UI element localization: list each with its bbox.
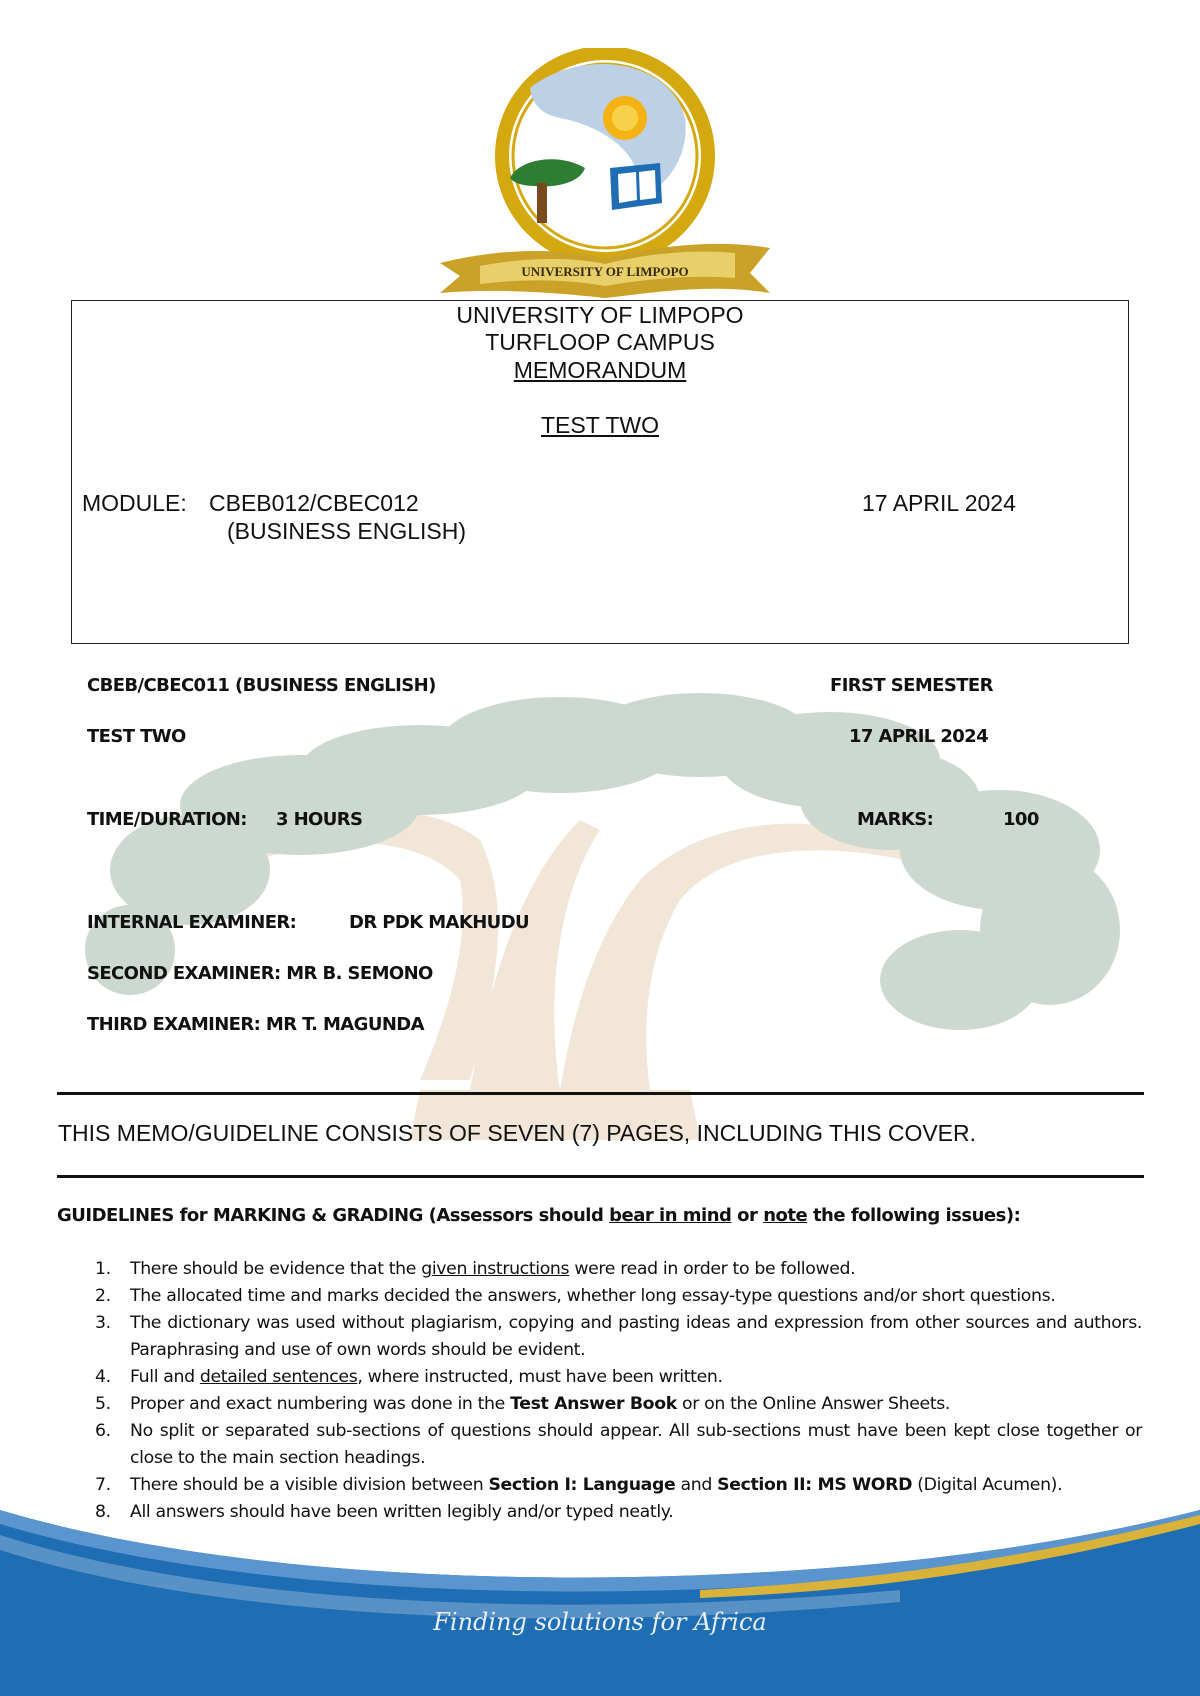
info-date: 17 APRIL 2024 bbox=[849, 726, 989, 747]
header-date: 17 APRIL 2024 bbox=[862, 490, 1016, 516]
marks-label: MARKS: bbox=[857, 809, 934, 830]
list-item: 7. There should be a visible division between Section I: Language and Section II: MS WORD (Digital Acumen). bbox=[95, 1475, 1063, 1495]
institution-name: UNIVERSITY OF LIMPOPO bbox=[456, 302, 744, 328]
module-name: (BUSINESS ENGLISH) bbox=[227, 518, 466, 544]
duration-value: 3 HOURS bbox=[276, 809, 363, 830]
course-code: CBEB/CBEC011 (BUSINESS ENGLISH) bbox=[87, 675, 436, 696]
test-title: TEST TWO bbox=[541, 412, 659, 438]
semester: FIRST SEMESTER bbox=[830, 675, 993, 696]
list-item: 8. All answers should have been written legibly and/or typed neatly. bbox=[95, 1502, 674, 1522]
logo-banner-text: UNIVERSITY OF LIMPOPO bbox=[521, 264, 689, 279]
footer-tagline: Finding solutions for Africa bbox=[433, 1608, 767, 1636]
internal-examiner-label: INTERNAL EXAMINER: bbox=[87, 912, 297, 933]
guidelines-heading: GUIDELINES for MARKING & GRADING (Assessors should bear in mind or note the following issues): bbox=[57, 1205, 1021, 1226]
guidelines-list bbox=[57, 1256, 1142, 1526]
footer-wave-banner bbox=[0, 1510, 1200, 1696]
third-examiner: THIRD EXAMINER: MR T. MAGUNDA bbox=[87, 1014, 424, 1035]
campus-name: TURFLOOP CAMPUS bbox=[485, 329, 715, 355]
top-divider bbox=[57, 1092, 1144, 1095]
list-item: 3. The dictionary was used without plagiarism, copying and pasting ideas and expression from other sources and authors. Paraphrasing and use of own words should be evident. bbox=[95, 1313, 1142, 1360]
module-code: CBEB012/CBEC012 bbox=[209, 490, 419, 516]
list-item: 2. The allocated time and marks decided the answers, whether long essay-type questions and/or short questions. bbox=[95, 1286, 1056, 1306]
list-item: 5. Proper and exact numbering was done in the Test Answer Book or on the Online Answer Sheets. bbox=[95, 1394, 951, 1414]
info-test: TEST TWO bbox=[87, 726, 186, 747]
module-label: MODULE: bbox=[82, 490, 187, 516]
internal-examiner-name: DR PDK MAKHUDU bbox=[349, 912, 530, 933]
page-count-statement: THIS MEMO/GUIDELINE CONSISTS OF SEVEN (7) PAGES, INCLUDING THIS COVER. bbox=[58, 1120, 977, 1146]
list-item: 4. Full and detailed sentences, where instructed, must have been written. bbox=[95, 1367, 723, 1387]
list-item: 1. There should be evidence that the given instructions were read in order to be followed. bbox=[95, 1259, 856, 1279]
document-type: MEMORANDUM bbox=[513, 357, 687, 383]
bottom-divider bbox=[57, 1175, 1144, 1178]
duration-label: TIME/DURATION: bbox=[87, 809, 247, 830]
list-item: 6. No split or separated sub-sections of questions should appear. All sub-sections must have been kept close together or close to the main section headings. bbox=[95, 1421, 1142, 1468]
second-examiner: SECOND EXAMINER: MR B. SEMONO bbox=[87, 963, 433, 984]
university-logo bbox=[440, 48, 770, 300]
marks-value: 100 bbox=[1003, 809, 1039, 830]
